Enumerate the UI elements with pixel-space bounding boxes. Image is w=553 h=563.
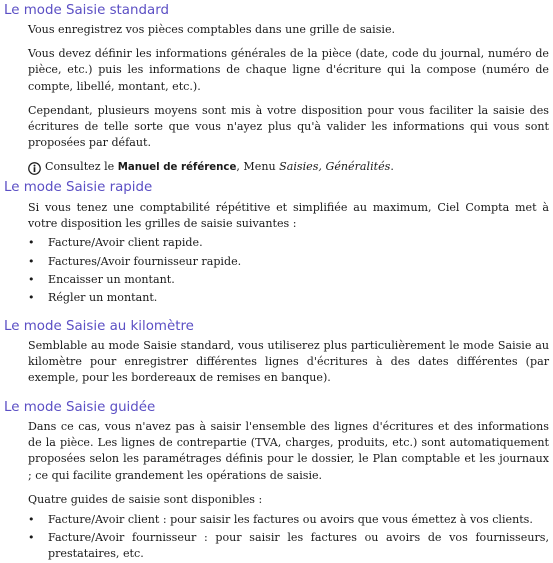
bullet-icon: • xyxy=(28,291,35,305)
list-item xyxy=(28,530,549,562)
paragraph: Si vous tenez une comptabilité répétitive et simplifiée au maximum, Ciel Compta met à votre disposition les grilles de saisie suivantes : xyxy=(28,201,549,231)
paragraph: Semblable au mode Saisie standard, vous utiliserez plus particulièrement le mode Saisie au kilomètre pour enregistrer différentes lignes d'écritures à des dates différentes (par exemple, pour les bordereaux de remises en banque). xyxy=(28,339,549,385)
section-body-saisie-guidee xyxy=(0,419,553,563)
list-item xyxy=(28,512,549,528)
list-item xyxy=(28,235,549,251)
bullet-icon: • xyxy=(28,513,35,527)
section-heading-saisie-guidee: Le mode Saisie guidée xyxy=(4,400,156,415)
info-icon xyxy=(28,162,41,175)
list-item-text: Facture/Avoir client : pour saisir les factures ou avoirs que vous émettez à vos clients. xyxy=(48,513,533,527)
section-heading-saisie-standard: Le mode Saisie standard xyxy=(4,3,169,18)
paragraph: Cependant, plusieurs moyens sont mis à votre disposition pour vous faciliter la saisie des écritures de telle sorte que vous n'ayez plus qu'à valider les informations qui vous sont proposées par défaut. xyxy=(28,103,549,150)
note-text xyxy=(45,159,394,176)
note-suffix: . xyxy=(390,160,394,174)
list-item xyxy=(28,272,549,288)
list-item-text: Facture/Avoir client rapide. xyxy=(48,236,203,250)
bullet-list xyxy=(28,235,549,306)
note-middle: , Menu xyxy=(236,160,280,174)
reference-manual-label: Manuel de référence xyxy=(117,162,237,174)
bullet-list xyxy=(28,512,549,563)
list-item-text: Encaisser un montant. xyxy=(48,272,175,286)
section-body-saisie-standard xyxy=(0,22,553,177)
section-body-saisie-rapide xyxy=(0,200,553,306)
list-item-text: Facture/Avoir fournisseur : pour saisir les factures ou avoirs de vos fournisseurs, prestataires, etc. xyxy=(48,531,549,561)
paragraph: Dans ce cas, vous n'avez pas à saisir l'ensemble des lignes d'écritures et des informations de la pièce. Les lignes de contrepartie (TVA, charges, produits, etc.) sont automatiquement proposées selon les paramétrages définis pour le dossier, le Plan comptable et les journaux ; ce qui facilite grandement les opérations de saisie. xyxy=(28,420,549,482)
note-prefix: Consultez le xyxy=(45,160,118,174)
list-item xyxy=(28,254,549,270)
menu-path: Saisies, Généralités xyxy=(279,160,391,174)
list-item xyxy=(28,290,549,306)
bullet-icon: • xyxy=(28,272,35,286)
paragraph: Quatre guides de saisie sont disponibles : xyxy=(28,492,263,506)
paragraph: Vous enregistrez vos pièces comptables dans une grille de saisie. xyxy=(28,23,396,36)
bullet-icon: • xyxy=(28,236,35,250)
list-item-text: Régler un montant. xyxy=(48,291,158,305)
paragraph: Vous devez définir les informations générales de la pièce (date, code du journal, numéro de pièce, etc.) puis les informations de chaque ligne d'écriture qui la compose (numéro de compte, libellé, montant, etc.). xyxy=(28,47,549,93)
bullet-icon: • xyxy=(28,531,35,545)
section-heading-saisie-rapide: Le mode Saisie rapide xyxy=(4,180,153,195)
bullet-icon: • xyxy=(28,254,35,268)
section-body-saisie-kilometre xyxy=(0,338,553,387)
list-item-text: Factures/Avoir fournisseur rapide. xyxy=(48,254,242,268)
reference-note xyxy=(28,159,549,176)
section-heading-saisie-kilometre: Le mode Saisie au kilomètre xyxy=(4,319,194,334)
